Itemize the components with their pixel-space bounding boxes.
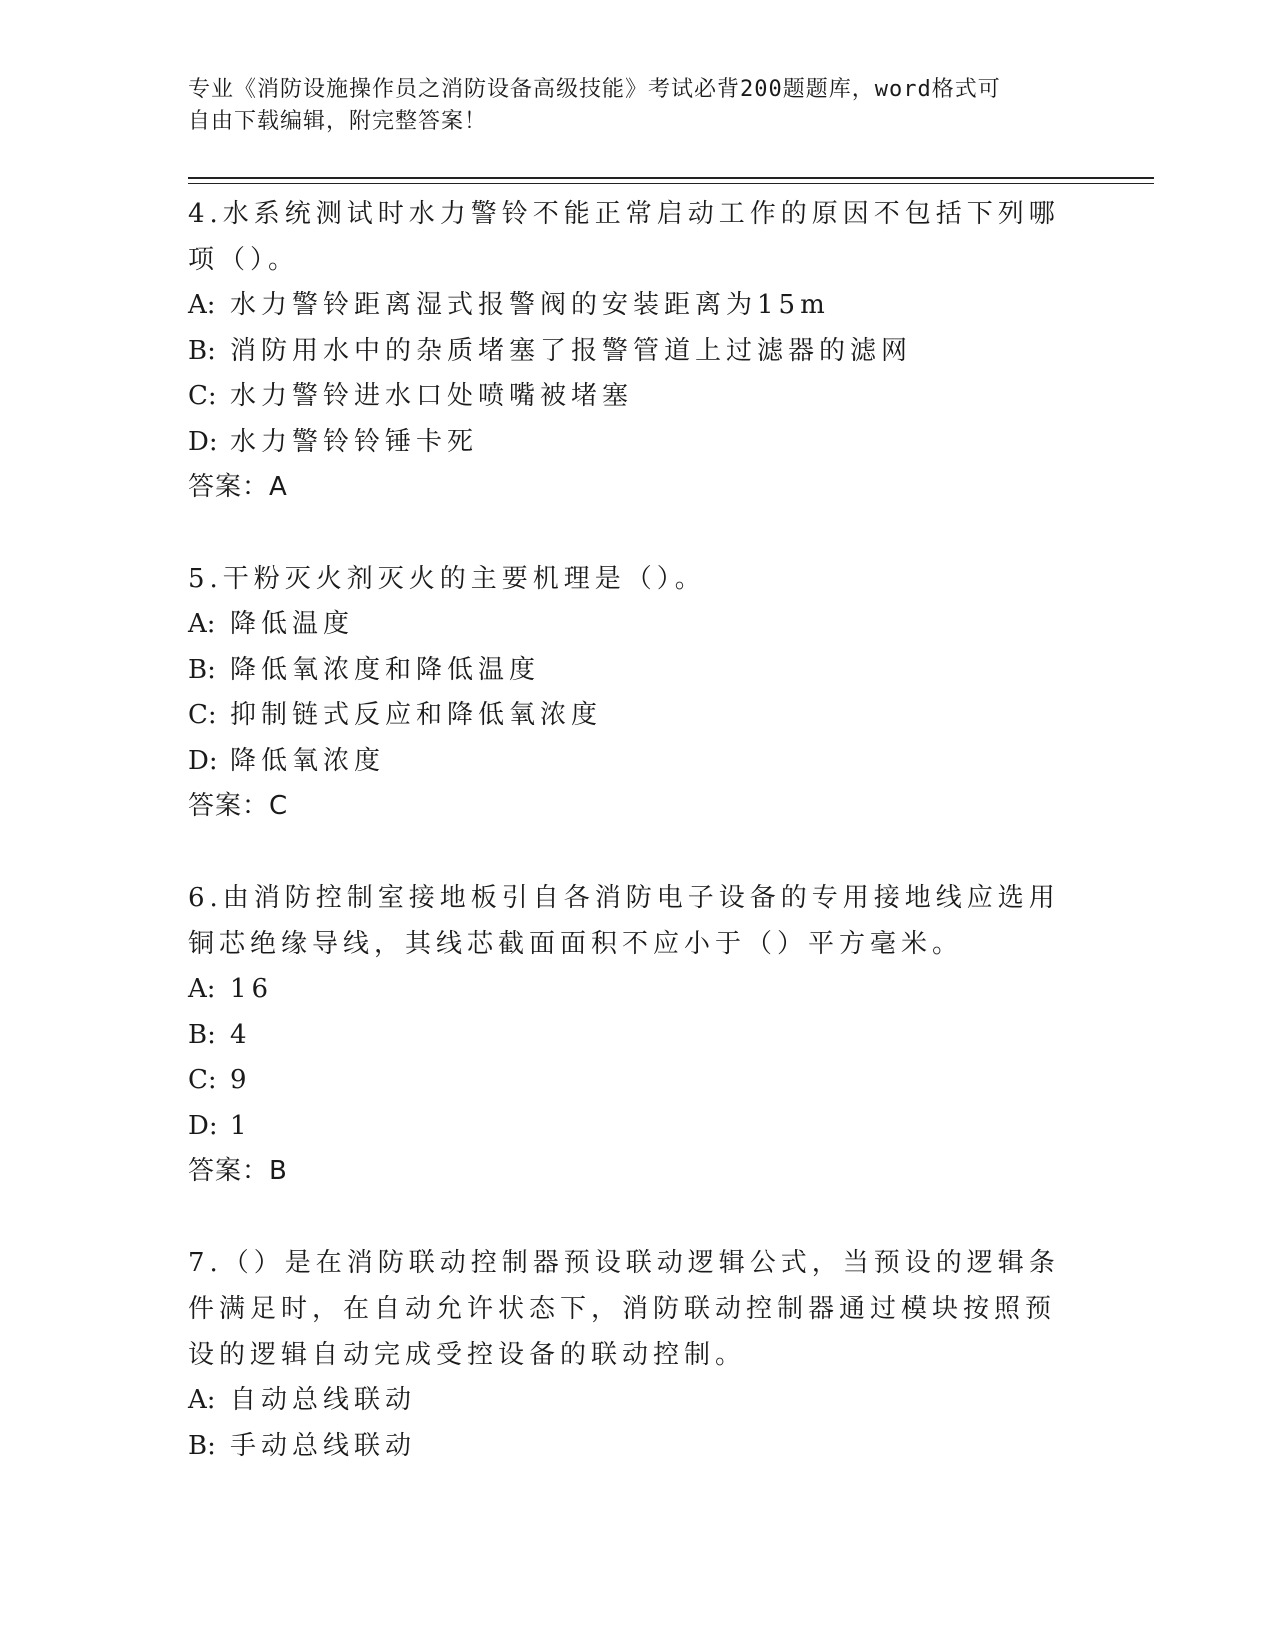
option-c	[188, 374, 1068, 420]
option-text: 水力警铃进水口处喷嘴被堵塞	[230, 381, 634, 411]
header-line-1: 专业《消防设施操作员之消防设备高级技能》考试必背200题题库，word格式可	[188, 77, 1001, 102]
option-text: 手动总线联动	[230, 1430, 417, 1461]
option-letter: B:	[188, 1019, 216, 1050]
question-list	[188, 191, 1068, 1515]
option-text: 9	[230, 1065, 252, 1095]
option-letter: C:	[188, 381, 217, 411]
option-letter: A:	[188, 290, 216, 320]
option-d	[188, 1104, 1068, 1150]
option-b	[188, 329, 1068, 375]
question-7	[188, 1240, 1068, 1469]
option-text: 消防用水中的杂质堵塞了报警管道上过滤器的滤网	[230, 335, 913, 366]
question-text: 4.水系统测试时水力警铃不能正常启动工作的原因不包括下列哪项（）。	[188, 199, 1060, 275]
option-letter: C:	[188, 1065, 217, 1095]
answer-line: 答案：B	[188, 1156, 288, 1186]
question-6	[188, 875, 1068, 1194]
option-text: 降低温度	[230, 609, 355, 639]
option-b	[188, 1013, 1068, 1059]
option-a	[188, 967, 1068, 1013]
option-letter: A:	[188, 974, 216, 1004]
question-text: 5.干粉灭火剂灭火的主要机理是（）。	[188, 564, 706, 594]
question-4	[188, 191, 1068, 510]
header-divider-thick	[188, 177, 1154, 179]
header-divider-thin	[188, 183, 1154, 184]
question-5	[188, 556, 1068, 829]
option-letter: A:	[188, 609, 216, 639]
option-text: 1	[230, 1110, 252, 1141]
option-letter: D:	[188, 745, 218, 776]
option-text: 水力警铃距离湿式报警阀的安装距离为15m	[230, 290, 830, 320]
option-c	[188, 1058, 1068, 1104]
option-text: 抑制链式反应和降低氧浓度	[230, 700, 603, 730]
option-d	[188, 420, 1068, 466]
option-a	[188, 1378, 1068, 1424]
option-d	[188, 739, 1068, 785]
option-text: 降低氧浓度	[230, 745, 386, 776]
option-text: 16	[230, 974, 274, 1004]
option-c	[188, 693, 1068, 739]
question-text: 6.由消防控制室接地板引自各消防电子设备的专用接地线应选用铜芯绝缘导线，其线芯截面面积不应小于（）平方毫米。	[188, 883, 1060, 959]
document-header	[188, 74, 1068, 138]
option-a	[188, 283, 1068, 329]
option-a	[188, 602, 1068, 648]
answer-line: 答案：C	[188, 791, 289, 821]
option-letter: B:	[188, 1430, 216, 1461]
header-line-2: 自由下载编辑，附完整答案！	[188, 109, 488, 134]
option-b	[188, 648, 1068, 694]
option-text: 水力警铃铃锤卡死	[230, 426, 479, 457]
option-letter: C:	[188, 700, 217, 730]
option-text: 降低氧浓度和降低温度	[230, 654, 541, 685]
option-text: 自动总线联动	[230, 1385, 417, 1415]
option-b	[188, 1424, 1068, 1470]
question-text: 7.（）是在消防联动控制器预设联动逻辑公式，当预设的逻辑条件满足时，在自动允许状态下，消防联动控制器通过模块按照预设的逻辑自动完成受控设备的联动控制。	[188, 1248, 1060, 1370]
option-text: 4	[230, 1019, 252, 1050]
option-letter: A:	[188, 1385, 216, 1415]
option-letter: D:	[188, 1110, 218, 1141]
option-letter: D:	[188, 426, 218, 457]
answer-line: 答案：A	[188, 472, 288, 502]
option-letter: B:	[188, 654, 216, 685]
option-letter: B:	[188, 335, 216, 366]
